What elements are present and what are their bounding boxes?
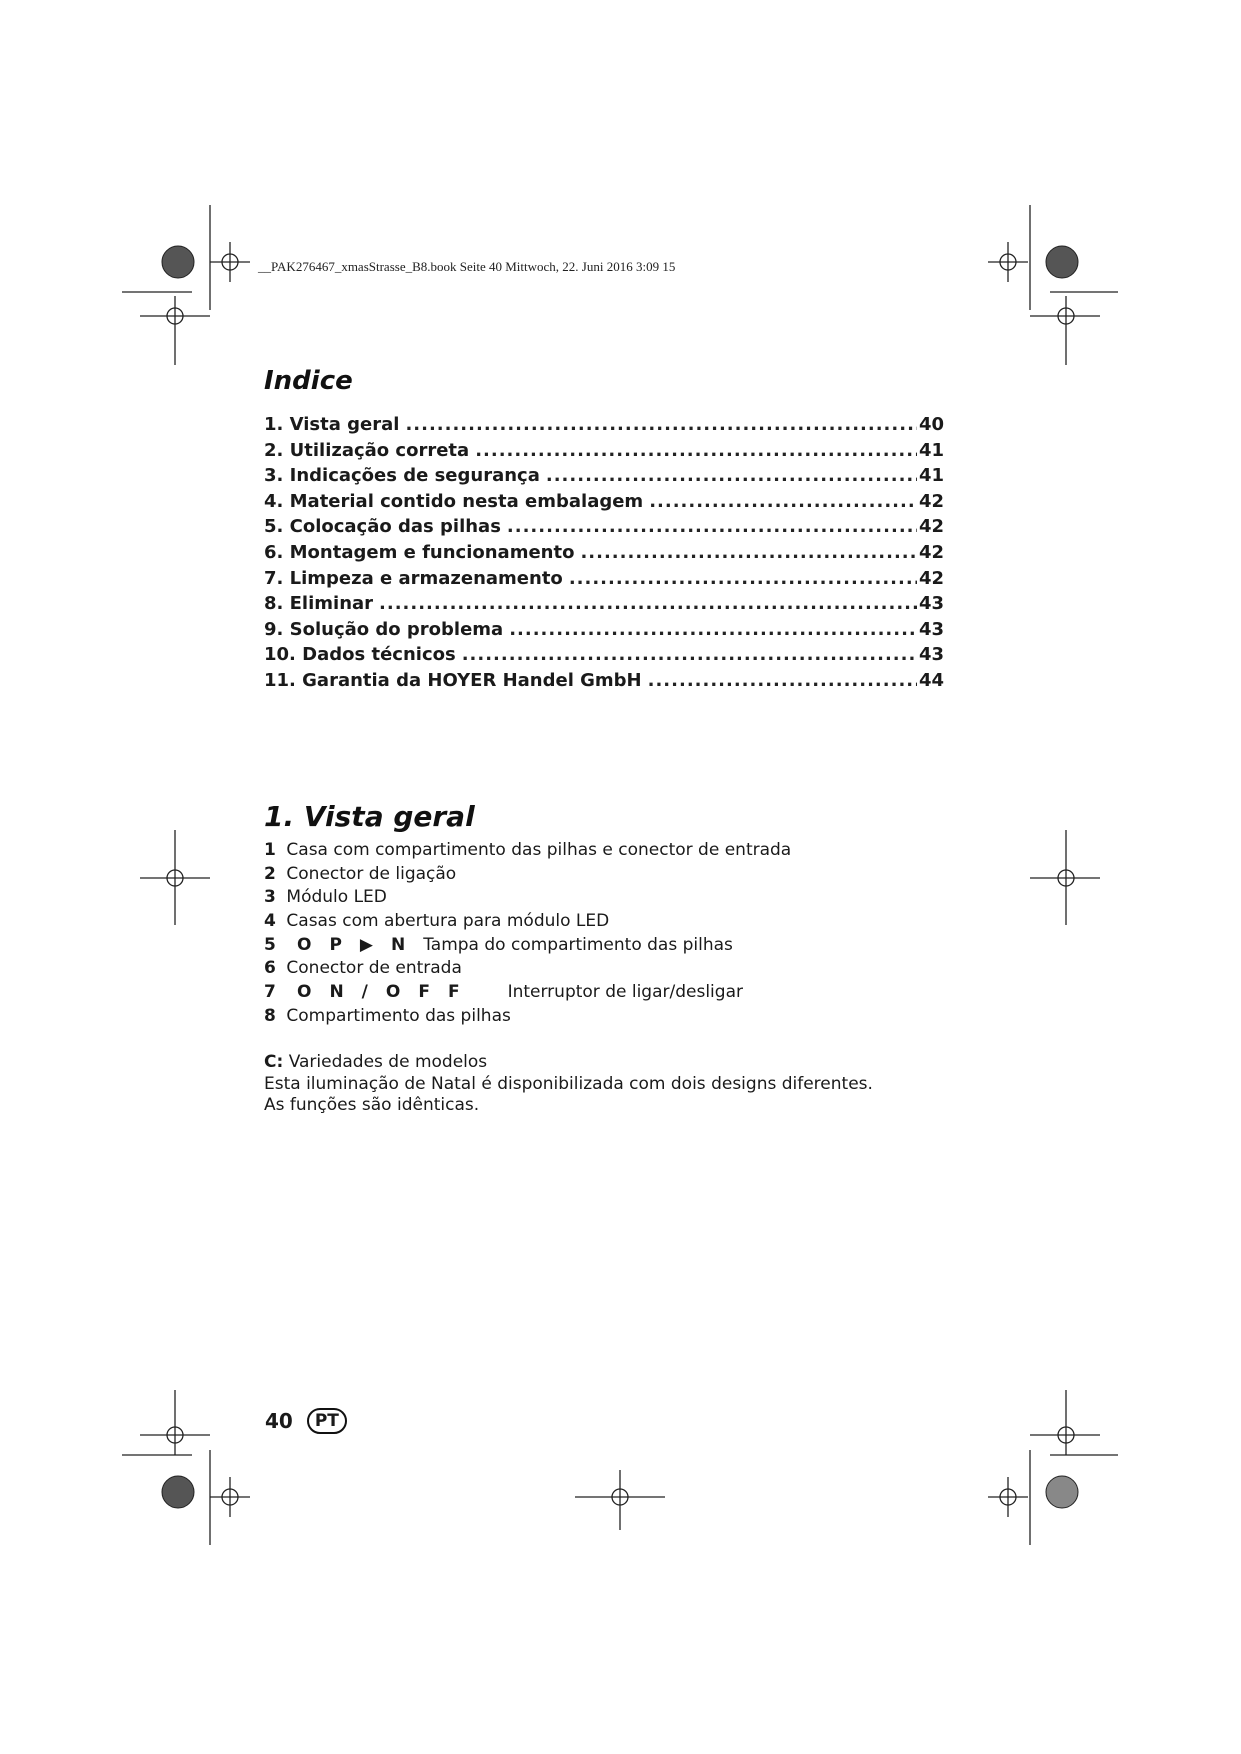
table-of-contents (264, 414, 944, 696)
parts-list (264, 840, 1024, 1030)
toc-entry[interactable] (264, 619, 944, 645)
toc-entry-page: 43 (918, 593, 944, 615)
variants-label: C: (264, 1052, 284, 1072)
toc-entry-label: 4. Material contido nesta embalagem (264, 490, 644, 512)
toc-entry[interactable] (264, 414, 944, 440)
toc-entry-page: 41 (918, 465, 944, 487)
toc-entry-label: 1. Vista geral (264, 414, 400, 435)
variants-line-1: Esta iluminação de Natal é disponibilizada com dois designs diferentes. (264, 1073, 873, 1094)
language-badge: PT (307, 1408, 347, 1434)
variants-heading: Variedades de modelos (288, 1052, 488, 1072)
toc-entry-label: 8. Eliminar (264, 593, 374, 615)
toc-entry[interactable] (264, 670, 944, 696)
part-number: 4 (264, 911, 276, 932)
toc-entry-page: 44 (918, 669, 944, 691)
page-footer (265, 1408, 347, 1434)
toc-leader-dots (509, 619, 917, 640)
toc-entry-page: 42 (918, 567, 944, 589)
on-off-label: ON/OFF (297, 982, 478, 1003)
toc-entry-label: 2. Utilização correta (264, 439, 470, 461)
toc-entry-page: 42 (918, 541, 944, 563)
toc-entry[interactable] (264, 593, 944, 619)
part-description: Tampa do compartimento das pilhas (423, 934, 733, 955)
part-number: 8 (264, 1005, 276, 1026)
toc-entry[interactable] (264, 516, 944, 542)
toc-entry[interactable] (264, 491, 944, 517)
part-description: Casa com compartimento das pilhas e conector de entrada (286, 840, 792, 860)
toc-leader-dots (507, 516, 917, 537)
list-item (264, 982, 1024, 1006)
toc-leader-dots (648, 670, 917, 691)
print-header: __PAK276467_xmasStrasse_B8.book Seite 40 Mittwoch, 22. Juni 2016 3:09 15 (258, 259, 676, 274)
part-number: 5 (264, 934, 276, 955)
part-number: 1 (264, 840, 276, 860)
part-number: 3 (264, 887, 276, 908)
toc-entry-label: 5. Colocação das pilhas (264, 516, 501, 538)
list-item (264, 1006, 1024, 1030)
toc-leader-dots (546, 465, 917, 486)
part-number: 6 (264, 958, 276, 979)
toc-entry-label: 7. Limpeza e armazenamento (264, 567, 563, 589)
section-title: 1. Vista geral (264, 800, 475, 833)
toc-leader-dots (405, 414, 917, 435)
toc-leader-dots (569, 568, 917, 589)
toc-entry-page: 42 (918, 516, 944, 538)
toc-title: Indice (264, 366, 353, 396)
page-number: 40 (265, 1409, 293, 1433)
list-item (264, 840, 1024, 864)
toc-leader-dots (580, 542, 916, 563)
toc-entry[interactable] (264, 465, 944, 491)
toc-entry-page: 42 (918, 490, 944, 512)
list-item (264, 911, 1024, 935)
part-description: Compartimento das pilhas (286, 1005, 511, 1026)
variants-line-2: As funções são idênticas. (264, 1095, 480, 1115)
toc-entry-page: 43 (918, 644, 944, 666)
toc-entry-label: 10. Dados técnicos (264, 644, 456, 666)
part-description: Conector de ligação (286, 863, 457, 884)
toc-leader-dots (379, 593, 917, 614)
toc-leader-dots (475, 440, 917, 461)
list-item (264, 958, 1024, 982)
toc-entry[interactable] (264, 542, 944, 568)
toc-entry-label: 6. Montagem e funcionamento (264, 541, 575, 563)
toc-entry-page: 40 (918, 414, 944, 435)
toc-entry[interactable] (264, 440, 944, 466)
toc-entry[interactable] (264, 568, 944, 594)
toc-entry-label: 3. Indicações de segurança (264, 465, 540, 487)
open-label: OP▶N (297, 934, 424, 955)
toc-leader-dots (649, 491, 917, 512)
part-description: Conector de entrada (286, 958, 462, 979)
part-description: Casas com abertura para módulo LED (286, 911, 610, 932)
part-number: 2 (264, 863, 276, 884)
toc-entry-page: 43 (918, 618, 944, 640)
list-item (264, 935, 1024, 959)
toc-entry-label: 11. Garantia da HOYER Handel GmbH (264, 669, 642, 691)
toc-entry-page: 41 (918, 439, 944, 461)
toc-entry[interactable] (264, 644, 944, 670)
part-description: Interruptor de ligar/desligar (507, 982, 743, 1003)
part-number: 7 (264, 982, 276, 1003)
part-description: Módulo LED (286, 887, 387, 908)
model-variants (264, 1052, 873, 1117)
toc-entry-label: 9. Solução do problema (264, 618, 504, 640)
list-item (264, 887, 1024, 911)
list-item (264, 864, 1024, 888)
toc-leader-dots (462, 644, 917, 665)
